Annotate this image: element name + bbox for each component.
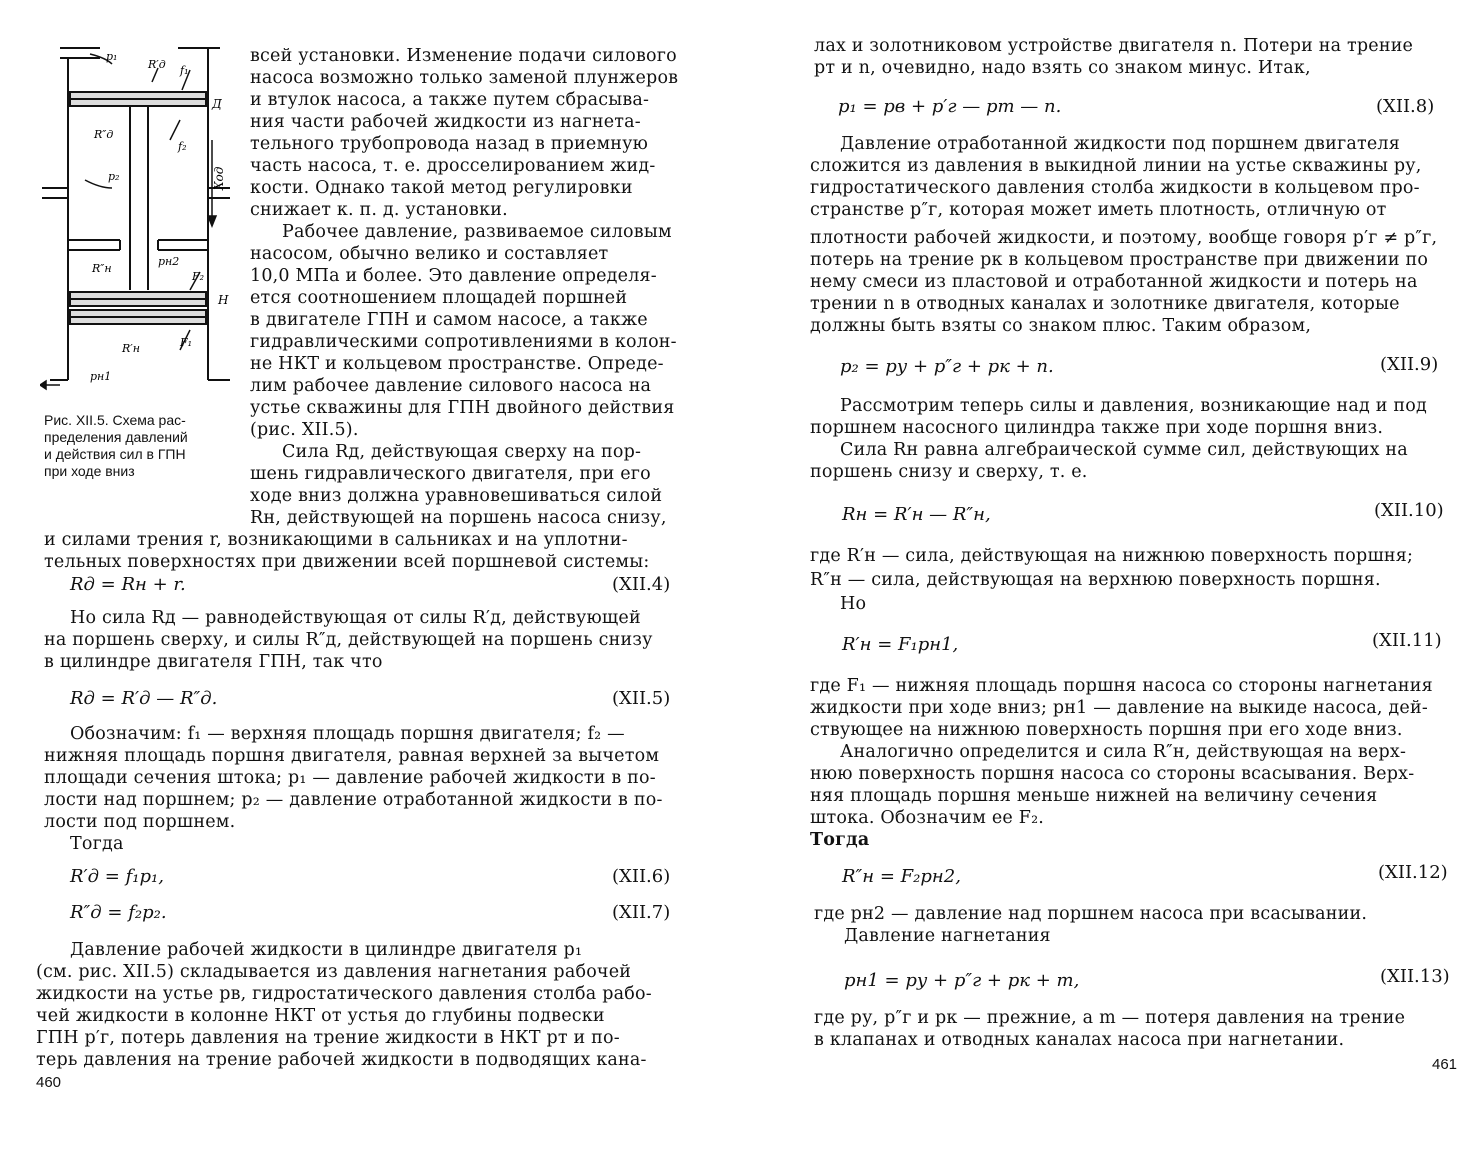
paragraph-line: не НКТ и кольцевом пространстве. Опреде-: [250, 354, 664, 374]
paragraph-line: штока. Обозначим ее F₂.: [810, 808, 1045, 828]
paragraph-line: Но сила Rд — равнодействующая от силы R′д, действующей: [70, 608, 641, 628]
paragraph-line: Сила Rн равна алгебраической сумме сил, действующих на: [840, 440, 1408, 460]
paragraph-line: ния части рабочей жидкости из нагнета-: [250, 112, 641, 132]
equation-xii-9: p₂ = pу + p″г + pк + n.: [840, 356, 1054, 377]
paragraph-line: R″н — сила, действующая на верхнюю поверхность поршня.: [810, 570, 1381, 590]
paragraph-line: Rн, действующей на поршень насоса снизу,: [250, 508, 667, 528]
paragraph-line: странстве p″г, которая может иметь плотность, отличную от: [810, 200, 1387, 220]
paragraph-line: ходе вниз должна уравновешиваться силой: [250, 486, 663, 506]
paragraph-line: и силами трения r, возникающими в сальниках и на уплотни-: [44, 530, 628, 550]
page-number: 461: [1432, 1056, 1458, 1073]
paragraph-line: нижняя площадь поршня двигателя, равная верхней за вычетом: [44, 746, 660, 766]
paragraph-line: чей жидкости в колонне НКТ от устья до глубины подвески: [36, 1006, 605, 1026]
right-page: [736, 0, 1472, 1156]
paragraph-line: няя площадь поршня меньше нижней на величину сечения: [810, 786, 1378, 806]
paragraph-line: где F₁ — нижняя площадь поршня насоса со стороны нагнетания: [810, 676, 1433, 696]
paragraph-line: часть насоса, т. е. дросселированием жид-: [250, 156, 656, 176]
fig-label-rn-dprime: R″н: [92, 262, 112, 275]
equation-number: (XII.4): [612, 574, 671, 595]
paragraph-line: тельного трубопровода назад в приемную: [250, 134, 649, 154]
paragraph-line: лости под поршнем.: [44, 812, 236, 832]
pump-schematic-figure: [40, 40, 240, 400]
paragraph-line: Но: [840, 594, 867, 614]
equation-xii-11: R′н = F₁pн1,: [842, 634, 959, 655]
equation-xii-8: p₁ = pв + p′г — pт — n.: [838, 96, 1062, 117]
paragraph-line: трении n в отводных каналах и золотнике двигателя, которые: [810, 294, 1400, 314]
equation-xii-13: pн1 = pу + p″г + pк + m,: [844, 970, 1080, 991]
paragraph-line: должны быть взяты со знаком плюс. Таким образом,: [810, 316, 1312, 336]
fig-label-rd-dprime: R″д: [94, 128, 114, 141]
paragraph-line: Рассмотрим теперь силы и давления, возникающие над и под: [840, 396, 1427, 416]
fig-label-d: Д: [212, 97, 222, 111]
paragraph-line: Тогда: [70, 834, 124, 854]
paragraph-line: снижает к. п. д. установки.: [250, 200, 508, 220]
paragraph-line: Давление отработанной жидкости под поршнем двигателя: [840, 134, 1400, 154]
paragraph-line: гидравлическими сопротивлениями в колон-: [250, 332, 677, 352]
paragraph-line: Обозначим: f₁ — верхняя площадь поршня двигателя; f₂ —: [70, 724, 625, 744]
figure-caption-line: пределения давлений: [44, 429, 188, 445]
paragraph-line: шень гидравлического двигателя, при его: [250, 464, 651, 484]
paragraph-line: гидростатического давления столба жидкости в кольцевом про-: [810, 178, 1420, 198]
fig-label-hod: Ход: [212, 166, 226, 190]
fig-label-n: Н: [218, 293, 229, 307]
equation-number: (XII.12): [1378, 862, 1448, 883]
paragraph-line: насоса возможно только заменой плунжеров: [250, 68, 679, 88]
paragraph-line: в клапанах и отводных каналах насоса при нагнетании.: [814, 1030, 1345, 1050]
paragraph-line: Тогда: [810, 830, 870, 850]
paragraph-line: где pу, p″г и pк — прежние, а m — потеря давления на трение: [814, 1008, 1406, 1028]
paragraph-line: терь давления на трение рабочей жидкости в подводящих кана-: [36, 1050, 647, 1070]
equation-xii-6: R′д = f₁p₁,: [70, 866, 164, 887]
equation-number: (XII.6): [612, 866, 671, 887]
fig-label-p1: p₁: [106, 50, 118, 63]
paragraph-line: в цилиндре двигателя ГПН, так что: [44, 652, 383, 672]
equation-xii-12: R″н = F₂pн2,: [842, 866, 961, 887]
paragraph-line: нюю поверхность поршня насоса со стороны всасывания. Верх-: [810, 764, 1415, 784]
paragraph-line: ется соотношением площадей поршней: [250, 288, 628, 308]
equation-xii-5: Rд = R′д — R″д.: [70, 688, 218, 709]
paragraph-line: где pн2 — давление над поршнем насоса при всасывании.: [814, 904, 1368, 924]
equation-number: (XII.10): [1374, 500, 1444, 521]
figure-caption-line: при ходе вниз: [44, 463, 135, 479]
paragraph-line: плотности рабочей жидкости, и поэтому, вообще говоря p′г ≠ p″г,: [810, 228, 1438, 248]
paragraph-line: насосом, обычно велико и составляет: [250, 244, 609, 264]
paragraph-line: потерь на трение pк в кольцевом пространстве при движении по: [810, 250, 1429, 270]
paragraph-line: ствующее на нижнюю поверхность поршня при его ходе вниз.: [810, 720, 1403, 740]
paragraph-line: поршень снизу и сверху, т. е.: [810, 462, 1088, 482]
paragraph-line: кости. Однако такой метод регулировки: [250, 178, 633, 198]
paragraph-line: (рис. XII.5).: [250, 420, 359, 440]
equation-number: (XII.13): [1380, 966, 1450, 987]
paragraph-line: лим рабочее давление силового насоса на: [250, 376, 652, 396]
paragraph-line: жидкости на устье pв, гидростатического давления столба рабо-: [36, 984, 652, 1004]
equation-number: (XII.5): [612, 688, 671, 709]
paragraph-line: тельных поверхностях при движении всей поршневой системы:: [44, 552, 650, 572]
paragraph-line: сложится из давления в выкидной линии на устье скважины pу,: [810, 156, 1422, 176]
fig-label-pn2: pн2: [158, 255, 180, 268]
fig-label-f2: f₂: [178, 140, 187, 153]
fig-label-f2b: F₂: [192, 270, 205, 283]
paragraph-line: площади сечения штока; p₁ — давление рабочей жидкости в по-: [44, 768, 656, 788]
paragraph-line: Давление рабочей жидкости в цилиндре двигателя p₁: [70, 940, 583, 960]
paragraph-line: 10,0 МПа и более. Это давление определя-: [250, 266, 657, 286]
equation-number: (XII.9): [1380, 354, 1439, 375]
fig-label-rn-prime: R′н: [122, 342, 141, 355]
equation-number: (XII.7): [612, 902, 671, 923]
fig-label-rd-prime: R′д: [148, 58, 166, 71]
paragraph-line: жидкости при ходе вниз; pн1 — давление на выкиде насоса, дей-: [810, 698, 1428, 718]
fig-label-p2: p₂: [108, 170, 120, 183]
paragraph-line: pт и n, очевидно, надо взять со знаком минус. Итак,: [814, 58, 1311, 78]
paragraph-line: где R′н — сила, действующая на нижнюю поверхность поршня;: [810, 546, 1414, 566]
paragraph-line: на поршень сверху, и силы R″д, действующей на поршень снизу: [44, 630, 653, 650]
paragraph-line: Рабочее давление, развиваемое силовым: [282, 222, 672, 242]
paragraph-line: Аналогично определится и сила R″н, действующая на верх-: [840, 742, 1407, 762]
paragraph-line: Давление нагнетания: [844, 926, 1051, 946]
paragraph-line: (см. рис. XII.5) складывается из давления нагнетания рабочей: [36, 962, 632, 982]
equation-number: (XII.8): [1376, 96, 1435, 117]
paragraph-line: нему смеси из пластовой и отработанной жидкости и потерь на: [810, 272, 1418, 292]
paragraph-line: в двигателе ГПН и самом насосе, а также: [250, 310, 648, 330]
equation-number: (XII.11): [1372, 630, 1442, 651]
equation-xii-7: R″д = f₂p₂.: [70, 902, 167, 923]
equation-xii-10: Rн = R′н — R″н,: [842, 504, 991, 525]
paragraph-line: всей установки. Изменение подачи силового: [250, 46, 677, 66]
paragraph-line: поршнем насосного цилиндра также при ходе поршня вниз.: [810, 418, 1384, 438]
equation-xii-4: Rд = Rн + r.: [70, 574, 186, 595]
fig-label-pn1: pн1: [90, 370, 112, 383]
paragraph-line: устье скважины для ГПН двойного действия: [250, 398, 675, 418]
fig-label-f1b: F₁: [180, 336, 193, 349]
paragraph-line: Сила Rд, действующая сверху на пор-: [282, 442, 642, 462]
paragraph-line: и втулок насоса, а также путем сбрасыва-: [250, 90, 650, 110]
page-number: 460: [36, 1074, 62, 1091]
paragraph-line: лости над поршнем; p₂ — давление отработанной жидкости в по-: [44, 790, 663, 810]
figure-caption-line: Рис. XII.5. Схема рас-: [44, 412, 186, 428]
figure-caption-line: и действия сил в ГПН: [44, 446, 186, 462]
paragraph-line: ГПН p′г, потерь давления на трение жидкости в НКТ pт и по-: [36, 1028, 620, 1048]
fig-label-f1: f₁: [180, 64, 189, 77]
paragraph-line: лах и золотниковом устройстве двигателя n. Потери на трение: [814, 36, 1414, 56]
